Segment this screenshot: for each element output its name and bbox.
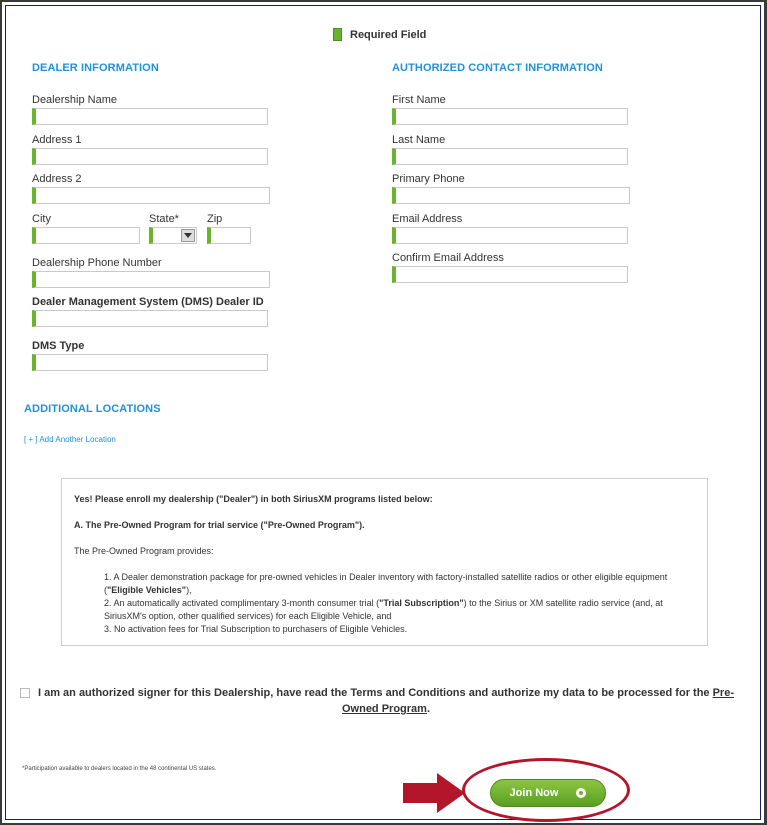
state-select[interactable] <box>149 227 197 244</box>
dealership-phone-label: Dealership Phone Number <box>32 257 162 269</box>
terms-heading: A. The Pre-Owned Program for trial service ("Pre-Owned Program"). <box>74 520 365 530</box>
list-item: 3. No activation fees for Trial Subscription to purchasers of Eligible Vehicles. <box>104 624 408 634</box>
address2-field <box>32 173 270 204</box>
terms-intro: Yes! Please enroll my dealership ("Dealer") in both SiriusXM programs listed below: <box>74 494 433 504</box>
email-input[interactable] <box>392 227 628 244</box>
list-item: 2. An automatically activated complimentary 3-month consumer trial ("Trial Subscription") to the Sirius or XM satellite radio service (and, at SiriusXM's option, other qualified services) for each Eligible Vehicle, and <box>104 598 663 621</box>
join-now-label: Join Now <box>509 787 559 799</box>
circle-arrow-icon <box>576 788 586 798</box>
required-field-label: Required Field <box>350 28 427 41</box>
address1-input[interactable] <box>32 148 268 165</box>
dms-id-input[interactable] <box>32 310 268 327</box>
authorization-checkbox[interactable] <box>20 688 30 698</box>
zip-input[interactable] <box>207 227 251 244</box>
email-label: Email Address <box>392 213 463 225</box>
terms-box[interactable] <box>61 478 708 646</box>
contact-info-title: AUTHORIZED CONTACT INFORMATION <box>392 62 603 74</box>
dealership-name-field <box>32 94 268 125</box>
email-field <box>392 213 628 244</box>
address2-label: Address 2 <box>32 173 82 185</box>
required-swatch-icon <box>333 28 342 41</box>
first-name-label: First Name <box>392 94 446 106</box>
required-field-legend <box>333 28 426 41</box>
dms-id-label: Dealer Management System (DMS) Dealer ID <box>32 296 264 308</box>
last-name-field <box>392 134 628 165</box>
authorization-text: I am an authorized signer for this Dealership, have read the Terms and Conditions and authorize my data to be processed for the Pre-Owned Program. <box>37 687 734 715</box>
zip-label: Zip <box>207 213 223 225</box>
dealership-name-label: Dealership Name <box>32 94 117 106</box>
pre-owned-program-link[interactable]: Pre-Owned Program <box>341 687 734 715</box>
dms-type-field <box>32 340 268 371</box>
dms-type-input[interactable] <box>32 354 268 371</box>
arrow-right-icon <box>403 773 465 813</box>
dealer-info-title: DEALER INFORMATION <box>32 62 159 74</box>
dms-type-label: DMS Type <box>32 340 85 352</box>
zip-field <box>207 213 251 244</box>
last-name-input[interactable] <box>392 148 628 165</box>
address2-input[interactable] <box>32 187 270 204</box>
participation-footnote: *Participation available to dealers located in the 48 continental US states. <box>22 766 217 772</box>
dealership-phone-input[interactable] <box>32 271 270 288</box>
additional-locations-title: ADDITIONAL LOCATIONS <box>24 403 161 415</box>
confirm-email-input[interactable] <box>392 266 628 283</box>
primary-phone-input[interactable] <box>392 187 630 204</box>
chevron-down-icon[interactable] <box>181 229 195 242</box>
last-name-label: Last Name <box>392 134 446 146</box>
dealership-name-input[interactable] <box>32 108 268 125</box>
add-location-link[interactable]: [ + ] Add Another Location <box>24 435 116 444</box>
confirm-email-field <box>392 252 628 283</box>
city-field <box>32 213 140 244</box>
first-name-field <box>392 94 628 125</box>
dms-id-field <box>32 296 268 327</box>
list-item: 1. A Dealer demonstration package for pre-owned vehicles in Dealer inventory with factory-installed satellite radios or other eligible equipment ("Eligible Vehicles"), <box>104 572 668 595</box>
address1-field <box>32 134 268 165</box>
address1-label: Address 1 <box>32 134 82 146</box>
join-now-button[interactable] <box>490 779 606 807</box>
state-field <box>149 213 197 244</box>
terms-provides: The Pre-Owned Program provides: <box>74 546 214 556</box>
terms-list <box>74 571 695 636</box>
primary-phone-field <box>392 173 630 204</box>
state-label: State* <box>149 213 179 225</box>
city-label: City <box>32 213 51 225</box>
dealership-phone-field <box>32 257 270 288</box>
confirm-email-label: Confirm Email Address <box>392 252 504 264</box>
primary-phone-label: Primary Phone <box>392 173 465 185</box>
authorization-agreement <box>20 685 740 717</box>
city-input[interactable] <box>32 227 140 244</box>
first-name-input[interactable] <box>392 108 628 125</box>
